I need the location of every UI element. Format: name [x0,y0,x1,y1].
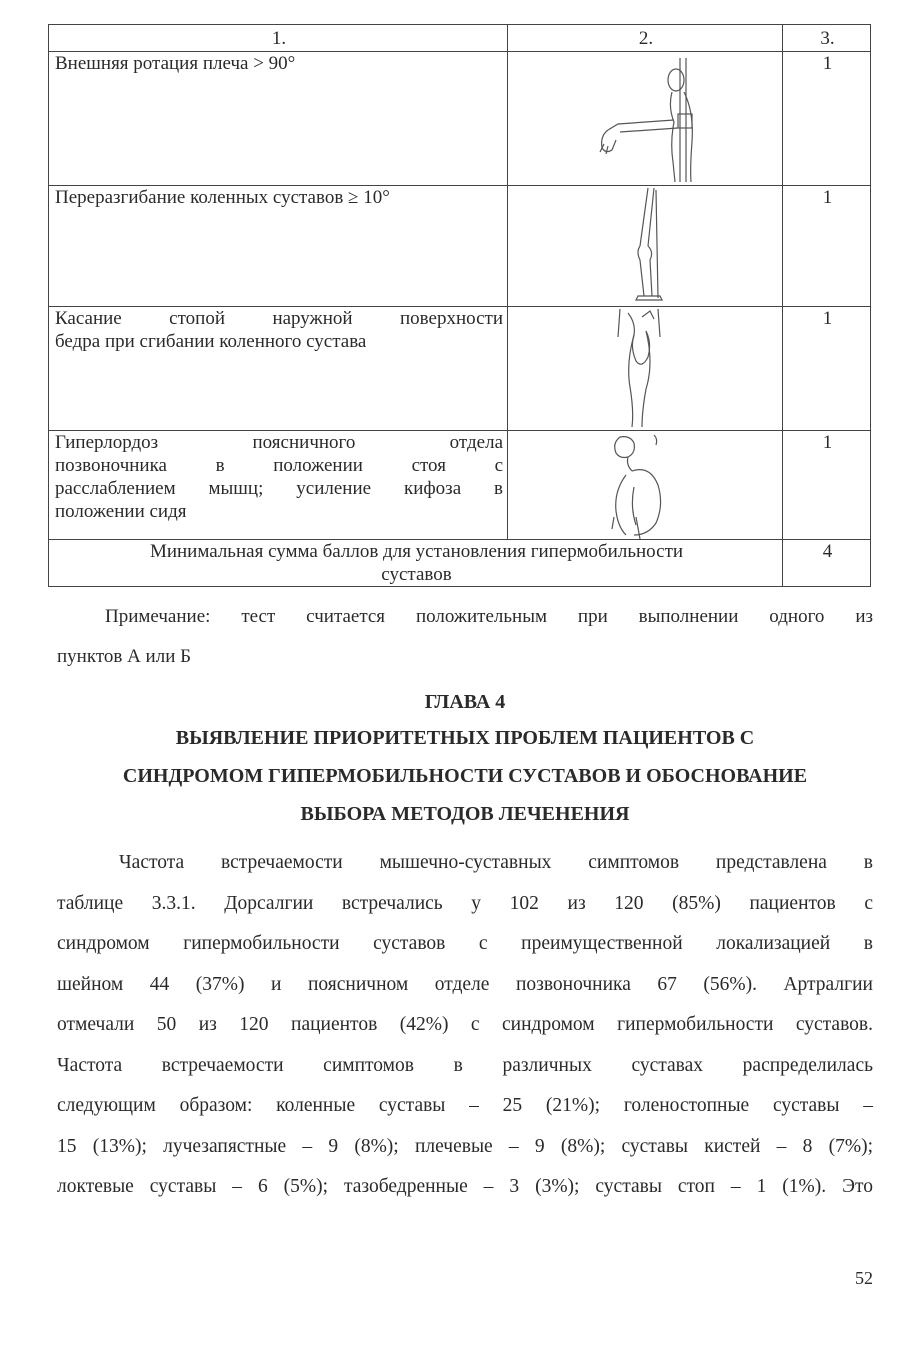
hypermobility-criteria-table [48,24,871,587]
chapter-title-line: СИНДРОМОМ ГИПЕРМОБИЛЬНОСТИ СУСТАВОВ И ОБОСНОВАНИЕ [122,765,808,787]
lordosis-kyphosis-figure [508,431,783,540]
table-note-continuation: пунктов А или Б [57,646,192,667]
table-header-row [49,25,871,52]
table-row [49,307,871,431]
chapter-title [57,719,873,833]
criterion-line: Касание стопой наружной поверхности [55,308,503,329]
chapter-title-line: ВЫБОРА МЕТОДОВ ЛЕЧЕНЕНИЯ [300,803,630,825]
table-row [49,186,871,307]
score-cell: 1 [783,431,871,540]
paragraph-line: отмечали 50 из 120 пациентов (42%) с синдромом гипермобильности суставов. [57,1014,873,1035]
chapter-title-line: ВЫЯВЛЕНИЕ ПРИОРИТЕТНЫХ ПРОБЛЕМ ПАЦИЕНТОВ С [175,727,755,749]
table-row [49,52,871,186]
paragraph-line: следующим образом: коленные суставы – 25 (21%); голеностопные суставы – [57,1095,873,1116]
table-note: Примечание: тест считается положительным при выполнении одного из [105,606,873,627]
criterion-line: положении сидя [55,501,187,522]
column-header-3: 3. [783,25,871,52]
paragraph-line: таблице 3.3.1. Дорсалгии встречались у 102 из 120 (85%) пациентов с [57,892,873,914]
summary-label-line: суставов [381,564,452,585]
criterion-line: Гиперлордоз поясничного отдела [55,432,503,453]
summary-score: 4 [783,540,871,587]
table-row [49,431,871,540]
criterion-line: позвоночника в положении стоя с [55,455,503,476]
chapter-number: ГЛАВА 4 [424,691,506,713]
knee-hyperextension-figure [508,186,783,307]
criterion-line: бедра при сгибании коленного сустава [55,331,367,352]
paragraph-line: синдромом гипермобильности суставов с преимущественной локализацией в [57,933,873,954]
criterion-knee-hyperextension: Переразгибание коленных суставов ≥ 10° [49,186,508,307]
column-header-1: 1. [49,25,508,52]
shoulder-rotation-figure [508,52,783,186]
summary-label-line: Минимальная сумма баллов для установления гипермобильности [149,541,684,562]
criterion-line: расслаблением мышц; усиление кифоза в [55,478,503,499]
foot-touch-thigh-figure [508,307,783,431]
paragraph-line: Частота встречаемости мышечно-суставных симптомов представлена в [119,852,873,873]
paragraph-line: шейном 44 (37%) и поясничном отделе позвоночника 67 (56%). Артралгии [57,973,873,995]
score-cell: 1 [783,186,871,307]
body-paragraph [57,843,873,1208]
summary-label [49,540,783,587]
criterion-lordosis [49,431,508,540]
score-cell: 1 [783,52,871,186]
table-summary-row [49,540,871,587]
page-number: 52 [855,1268,873,1288]
score-cell: 1 [783,307,871,431]
paragraph-line: Частота встречаемости симптомов в различных суставах распределилась [57,1054,873,1076]
paragraph-line: 15 (13%); лучезапястные – 9 (8%); плечевые – 9 (8%); суставы кистей – 8 (7%); [57,1135,873,1157]
paragraph-line: локтевые суставы – 6 (5%); тазобедренные – 3 (3%); суставы стоп – 1 (1%). Это [57,1176,873,1197]
criterion-foot-touch [49,307,508,431]
criterion-shoulder-rotation: Внешняя ротация плеча > 90° [49,52,508,186]
column-header-2: 2. [508,25,783,52]
